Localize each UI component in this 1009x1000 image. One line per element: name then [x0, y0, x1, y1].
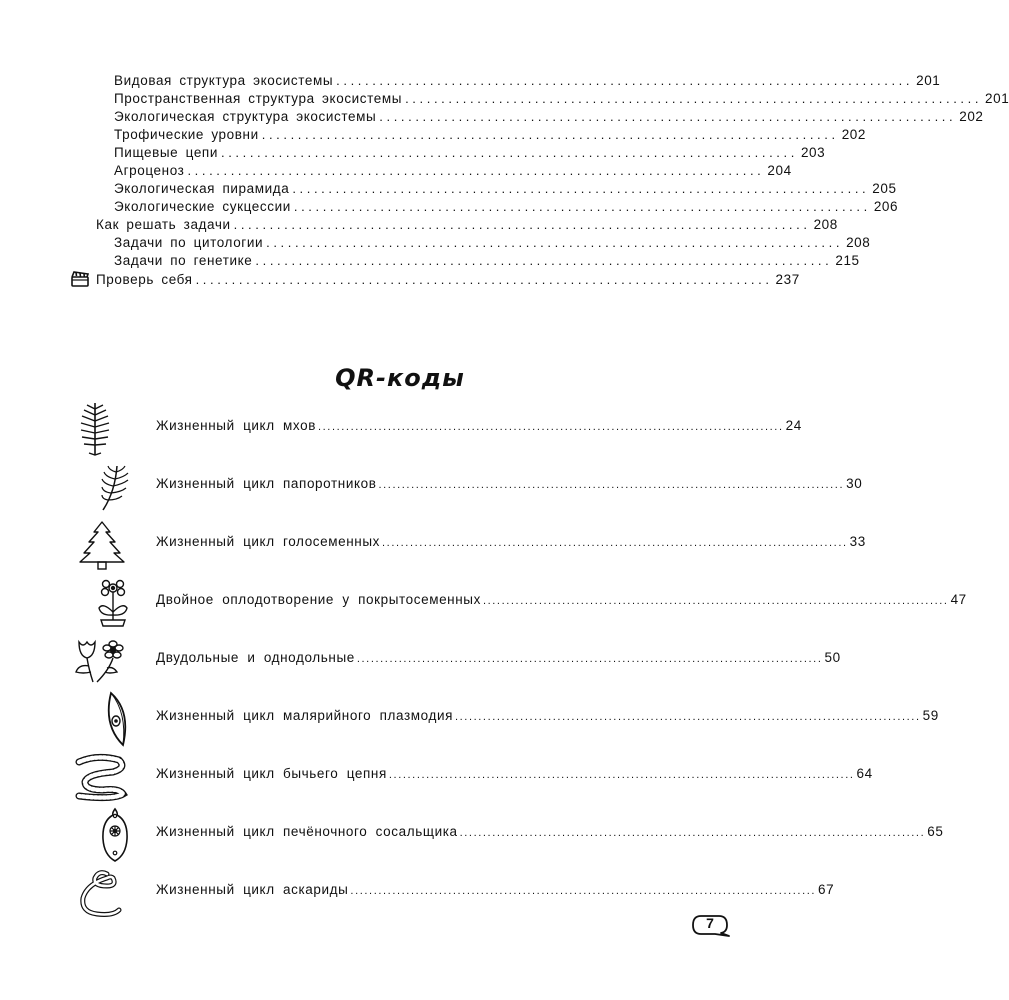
- toc-row[interactable]: Экологические сукцессии ................................................................................ 206: [114, 199, 899, 214]
- fir-tree-icon: [60, 516, 130, 574]
- roundworm-icon: [60, 864, 130, 922]
- qr-item-label: Жизненный цикл аскариды: [156, 882, 349, 897]
- toc-label: Видовая структура экосистемы: [114, 73, 334, 88]
- toc-label: Проверь себя: [96, 272, 193, 287]
- toc-page: 201: [916, 73, 941, 88]
- qr-item-page: 59: [922, 708, 939, 723]
- qr-item-page: 65: [927, 824, 944, 839]
- toc-label: Трофические уровни: [114, 127, 259, 142]
- qr-item-label: Жизненный цикл мхов: [156, 418, 316, 433]
- toc-row[interactable]: Видовая структура экосистемы ................................................................................ 201: [114, 73, 941, 88]
- qr-item-page: 30: [846, 476, 863, 491]
- qr-item-page: 67: [818, 882, 835, 897]
- toc-label: Пространственная структура экосистемы: [114, 91, 403, 106]
- qr-item-label: Жизненный цикл голосеменных: [156, 534, 381, 549]
- toc-label: Агроценоз: [114, 163, 185, 178]
- toc-row[interactable]: Задачи по генетике ................................................................................ 215: [114, 253, 860, 268]
- toc-row[interactable]: Как решать задачи ................................................................................ 208: [96, 217, 838, 232]
- qr-item[interactable]: Жизненный цикл малярийного плазмодия .................................................................................................... 59: [60, 690, 706, 748]
- toc-row[interactable]: Проверь себя ................................................................................ 237: [70, 270, 706, 290]
- tulip-daisy-icon: [60, 632, 130, 690]
- toc-label: Экологическая пирамида: [114, 181, 290, 196]
- toc-page: 215: [835, 253, 860, 268]
- toc-page: 204: [767, 163, 792, 178]
- qr-item-page: 47: [950, 592, 967, 607]
- toc-page: 208: [813, 217, 838, 232]
- flower-icon: [60, 574, 130, 632]
- qr-item-page: 24: [785, 418, 802, 433]
- qr-item-label: Жизненный цикл малярийного плазмодия: [156, 708, 453, 723]
- qr-item-label: Жизненный цикл папоротников: [156, 476, 377, 491]
- qr-item-page: 50: [824, 650, 841, 665]
- qr-item-label: Двойное оплодотворение у покрытосеменных: [156, 592, 481, 607]
- qr-item-label: Жизненный цикл бычьего цепня: [156, 766, 387, 781]
- page-number: 7: [706, 915, 714, 931]
- qr-item-label: Двудольные и однодольные: [156, 650, 355, 665]
- qr-item[interactable]: Жизненный цикл мхов .................................................................................................... 24: [60, 400, 706, 458]
- toc-page: 202: [959, 109, 984, 124]
- toc-row[interactable]: Трофические уровни ................................................................................ 202: [114, 127, 867, 142]
- qr-item[interactable]: Жизненный цикл печёночного сосальщика .................................................................................................... 65: [60, 806, 706, 864]
- toc-label: Задачи по цитологии: [114, 235, 264, 250]
- clapperboard-icon: [70, 271, 90, 287]
- qr-section-title: QR-коды: [335, 364, 465, 392]
- qr-item[interactable]: Двойное оплодотворение у покрытосеменных .................................................................................................... 47: [60, 574, 706, 632]
- fern-icon: [60, 458, 130, 516]
- toc-page: 203: [800, 145, 826, 160]
- toc-page: 202: [841, 127, 867, 142]
- toc-page: 208: [846, 235, 871, 250]
- table-of-contents: [70, 72, 1009, 290]
- qr-item-page: 64: [856, 766, 873, 781]
- toc-label: Задачи по генетике: [114, 253, 253, 268]
- toc-row[interactable]: Пространственная структура экосистемы ................................................................................ 201: [114, 91, 1009, 106]
- tapeworm-icon: [60, 748, 130, 806]
- toc-label: Экологическая структура экосистемы: [114, 109, 377, 124]
- toc-row[interactable]: Пищевые цепи ................................................................................ 203: [114, 145, 826, 160]
- qr-item[interactable]: Жизненный цикл папоротников .................................................................................................... 30: [60, 458, 706, 516]
- moss-icon: [60, 400, 130, 458]
- plasmodium-icon: [60, 690, 130, 748]
- toc-page: 201: [985, 91, 1009, 106]
- toc-row[interactable]: Экологическая пирамида ................................................................................ 205: [114, 181, 897, 196]
- qr-item-page: 33: [849, 534, 866, 549]
- qr-item[interactable]: Жизненный цикл бычьего цепня .................................................................................................... 64: [60, 748, 706, 806]
- qr-list: [60, 400, 967, 922]
- qr-item[interactable]: Жизненный цикл аскариды .................................................................................................... 67: [60, 864, 706, 922]
- toc-page: 206: [873, 199, 899, 214]
- toc-label: Как решать задачи: [96, 217, 231, 232]
- qr-item[interactable]: Двудольные и однодольные .................................................................................................... 50: [60, 632, 706, 690]
- qr-item[interactable]: Жизненный цикл голосеменных .................................................................................................... 33: [60, 516, 706, 574]
- toc-label: Пищевые цепи: [114, 145, 218, 160]
- toc-page: 205: [872, 181, 897, 196]
- toc-page: 237: [775, 272, 800, 287]
- toc-row[interactable]: Экологическая структура экосистемы ................................................................................ 202: [114, 109, 984, 124]
- liver-fluke-icon: [60, 806, 130, 864]
- qr-item-label: Жизненный цикл печёночного сосальщика: [156, 824, 458, 839]
- page-number-badge: [691, 914, 731, 936]
- toc-row[interactable]: Задачи по цитологии ................................................................................ 208: [114, 235, 871, 250]
- toc-row[interactable]: Агроценоз ................................................................................ 204: [114, 163, 792, 178]
- toc-label: Экологические сукцессии: [114, 199, 291, 214]
